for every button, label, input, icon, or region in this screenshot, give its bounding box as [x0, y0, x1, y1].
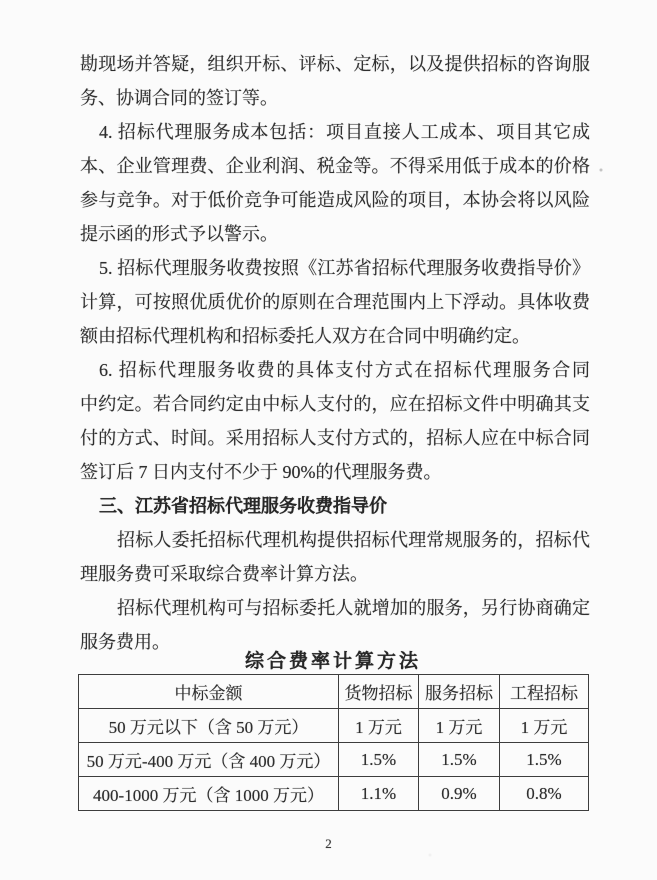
table-cell: 1 万元 [419, 709, 500, 743]
table-header-cell: 中标金额 [79, 675, 339, 709]
text-line: 提示函的形式予以警示。 [80, 224, 278, 244]
text-line: 签订后 7 日内支付不少于 90%的代理服务费。 [80, 462, 442, 482]
text-line: 勘现场并答疑，组织开标、评标、定标，以及提供招标的咨询服 [80, 54, 590, 74]
table-cell: 1 万元 [339, 709, 419, 743]
text-line: 理服务费可采取综合费率计算方法。 [80, 564, 368, 584]
section-heading: 三、江苏省招标代理服务收费指导价 [99, 496, 387, 516]
table-cell: 0.8% [500, 777, 589, 811]
text-line: 参与竞争。对于低价竞争可能造成风险的项目，本协会将以风险 [80, 190, 590, 210]
text-line: 务、协调合同的签订等。 [80, 88, 278, 108]
text-line: 服务费用。 [80, 632, 170, 652]
table-cell: 0.9% [419, 777, 500, 811]
fee-rate-table [78, 674, 589, 811]
table-cell: 1.1% [339, 777, 419, 811]
paragraph-line: 5. 招标代理服务收费按照《江苏省招标代理服务收费指导价》 [99, 258, 590, 278]
table-row [79, 709, 589, 743]
text-line: 计算，可按照优质优价的原则在合理范围内上下浮动。具体收费 [80, 292, 590, 312]
text-line: 中约定。若合同约定由中标人支付的，应在招标文件中明确其支 [80, 394, 590, 414]
table-cell: 1.5% [419, 743, 500, 777]
table-row [79, 743, 589, 777]
table-header-cell: 服务招标 [419, 675, 500, 709]
table-header-row [79, 675, 589, 709]
table-cell: 400-1000 万元（含 1000 万元） [79, 777, 339, 811]
table-cell: 1.5% [339, 743, 419, 777]
table-cell: 1.5% [500, 743, 589, 777]
paragraph-line: 招标人委托招标代理机构提供招标代理常规服务的，招标代 [117, 530, 590, 550]
text-line: 本、企业管理费、企业利润、税金等。不得采用低于成本的价格 [80, 156, 590, 176]
document-body [80, 47, 590, 659]
paragraph-line: 招标代理机构可与招标委托人就增加的服务，另行协商确定 [117, 598, 590, 618]
table-cell: 1 万元 [500, 709, 589, 743]
text-line: 额由招标代理机构和招标委托人双方在合同中明确约定。 [80, 326, 530, 346]
table-header-cell: 货物招标 [339, 675, 419, 709]
table-header-cell: 工程招标 [500, 675, 589, 709]
paragraph-line: 6. 招标代理服务收费的具体支付方式在招标代理服务合同 [99, 360, 590, 380]
table-title: 综合费率计算方法 [244, 651, 421, 672]
table-cell: 50 万元-400 万元（含 400 万元） [79, 743, 339, 777]
page-number: 2 [325, 836, 332, 851]
text-line: 付的方式、时间。采用招标人支付方式的，招标人应在中标合同 [80, 428, 590, 448]
table-row [79, 777, 589, 811]
paragraph-line: 4. 招标代理服务成本包括：项目直接人工成本、项目其它成 [99, 122, 590, 142]
table-cell: 50 万元以下（含 50 万元） [79, 709, 339, 743]
